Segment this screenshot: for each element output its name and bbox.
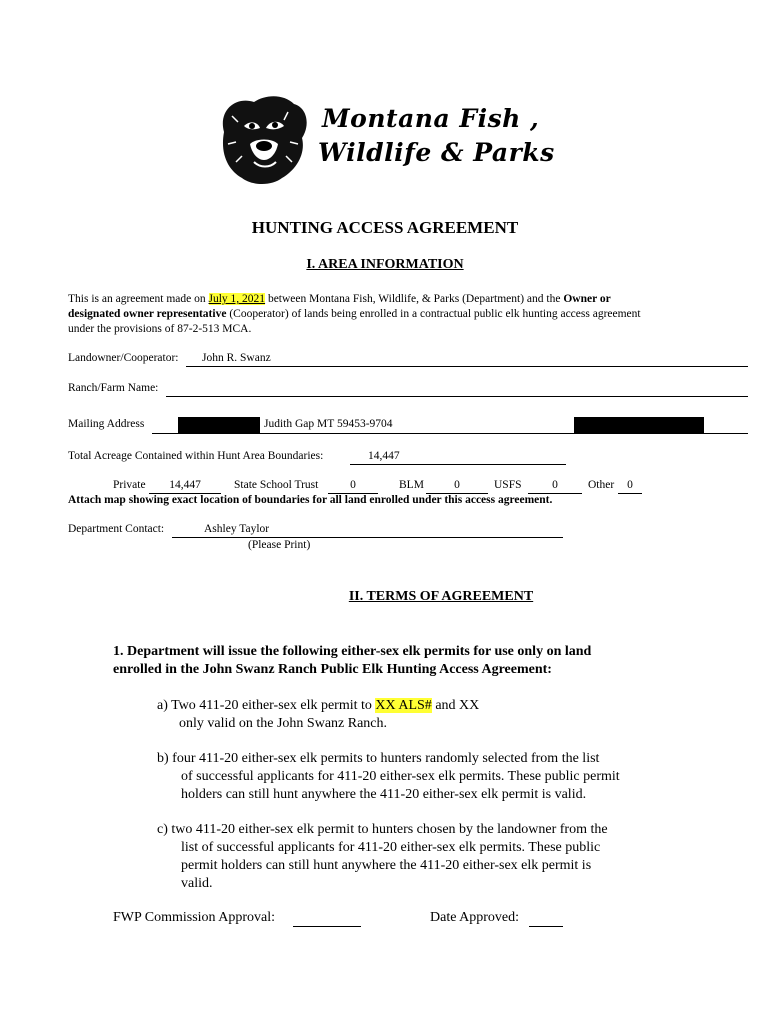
section-1-heading: I. AREA INFORMATION: [306, 257, 464, 272]
acreage-field[interactable]: [350, 450, 566, 465]
attach-map-note: Attach map showing exact location of boundaries for all land enrolled under this access agreement.: [68, 494, 553, 506]
logo-text-line2: Wildlife & Parks: [318, 138, 555, 167]
mailing-row: [68, 418, 748, 436]
commission-approval-label: FWP Commission Approval:: [113, 910, 276, 925]
agreement-date: July 1, 2021: [208, 293, 266, 305]
usfs-field[interactable]: 0: [528, 479, 582, 494]
usfs-label: USFS: [494, 479, 522, 491]
als-placeholder: XX ALS#: [375, 698, 432, 713]
intro-line-3: under the provisions of 87-2-513 MCA.: [68, 323, 252, 335]
blm-field[interactable]: 0: [426, 479, 488, 494]
redacted-block-1: [178, 417, 260, 434]
please-print-note: (Please Print): [248, 539, 311, 551]
acreage-value: 14,447: [368, 450, 400, 462]
bear-logo-icon: [214, 92, 310, 188]
item-b-line-1: b) four 411-20 either-sex elk permits to hunters randomly selected from the list: [157, 751, 600, 766]
item-b: [157, 750, 717, 804]
item-b-line-2: of successful applicants for 411-20 either-sex elk permits. These public permit: [181, 769, 620, 784]
state-label: State School Trust: [234, 479, 319, 491]
item-1: [113, 643, 733, 679]
mailing-value: Judith Gap MT 59453-9704: [264, 418, 393, 430]
approval-row: [113, 910, 573, 930]
item-a: [157, 697, 717, 733]
item-b-line-3: holders can still hunt anywhere the 411-20 either-sex elk permit is valid.: [181, 787, 587, 802]
acreage-label: Total Acreage Contained within Hunt Area Boundaries:: [68, 450, 324, 462]
contact-field[interactable]: [172, 523, 563, 538]
blm-label: BLM: [399, 479, 424, 491]
date-approved-field[interactable]: [529, 910, 563, 927]
commission-approval-field[interactable]: [293, 910, 361, 927]
contact-row: [68, 523, 563, 539]
item-c-line-4: valid.: [181, 876, 213, 891]
mailing-field[interactable]: [152, 418, 748, 434]
landowner-field[interactable]: [186, 352, 748, 367]
page-title: HUNTING ACCESS AGREEMENT: [251, 218, 519, 237]
intro-line-2: designated owner representative (Cooperator) of lands being enrolled in a contractual public elk hunting access agreement: [68, 308, 641, 320]
private-label: Private: [113, 479, 146, 491]
ranch-field[interactable]: [166, 382, 748, 397]
landowner-label: Landowner/Cooperator:: [68, 352, 179, 364]
item-a-line-2: only valid on the John Swanz Ranch.: [179, 716, 388, 731]
intro-line-1: This is an agreement made on July 1, 2021 between Montana Fish, Wildlife, & Parks (Department) and the Owner or: [68, 293, 611, 305]
landowner-value: John R. Swanz: [202, 352, 271, 364]
acreage-row: [68, 450, 558, 466]
item-1-line-2: enrolled in the John Swanz Ranch Public Elk Hunting Access Agreement:: [113, 662, 552, 677]
landowner-row: [68, 352, 748, 368]
intro-paragraph: [68, 292, 748, 337]
ownership-row: [113, 479, 673, 495]
logo: [214, 92, 559, 188]
item-a-line-1: a) Two 411-20 either-sex elk permit to XX ALS# and XX: [157, 698, 480, 713]
item-c-line-1: c) two 411-20 either-sex elk permit to hunters chosen by the landowner from the: [157, 822, 608, 837]
contact-value: Ashley Taylor: [204, 523, 270, 535]
mailing-label: Mailing Address: [68, 418, 145, 430]
state-field[interactable]: 0: [328, 479, 378, 494]
item-c-line-3: permit holders can still hunt anywhere the 411-20 either-sex elk permit is: [181, 858, 592, 873]
date-approved-label: Date Approved:: [430, 910, 520, 925]
other-field[interactable]: 0: [618, 479, 642, 494]
item-1-line-1: 1. Department will issue the following either-sex elk permits for use only on land: [113, 644, 592, 659]
ranch-row: [68, 382, 748, 398]
section-2-heading: II. TERMS OF AGREEMENT: [348, 589, 534, 604]
private-field[interactable]: 14,447: [149, 479, 221, 494]
item-c: [157, 821, 717, 893]
item-c-line-2: list of successful applicants for 411-20 either-sex elk permits. These public: [181, 840, 601, 855]
other-label: Other: [588, 479, 615, 491]
logo-text-line1: Montana Fish ,: [322, 104, 540, 133]
ranch-label: Ranch/Farm Name:: [68, 382, 159, 394]
contact-label: Department Contact:: [68, 523, 165, 535]
redacted-block-2: [574, 417, 704, 434]
